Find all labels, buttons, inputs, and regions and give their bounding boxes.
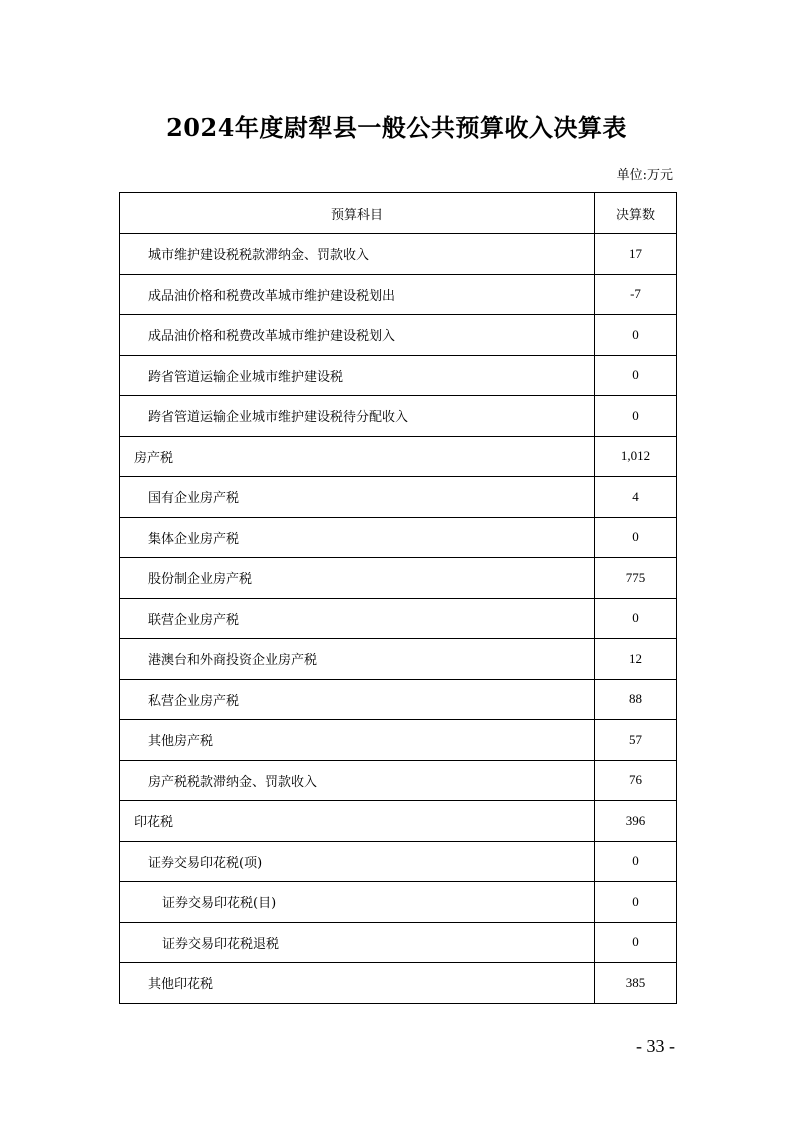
row-amount: 17 bbox=[595, 234, 677, 275]
row-name: 跨省管道运输企业城市维护建设税 bbox=[120, 355, 595, 396]
header-item: 预算科目 bbox=[120, 193, 595, 234]
table-row bbox=[120, 396, 677, 437]
row-name: 证券交易印花税退税 bbox=[120, 922, 595, 963]
table-row bbox=[120, 558, 677, 599]
row-amount: 775 bbox=[595, 558, 677, 599]
table-row bbox=[120, 477, 677, 518]
table-row bbox=[120, 639, 677, 680]
table-row bbox=[120, 274, 677, 315]
row-name: 联营企业房产税 bbox=[120, 598, 595, 639]
table-row bbox=[120, 963, 677, 1004]
table-row bbox=[120, 234, 677, 275]
row-amount: 0 bbox=[595, 315, 677, 356]
row-amount: 0 bbox=[595, 841, 677, 882]
page-number: - 33 - bbox=[636, 1036, 675, 1056]
row-name: 城市维护建设税税款滞纳金、罚款收入 bbox=[120, 234, 595, 275]
page-title: 2024年度尉犁县一般公共预算收入决算表 bbox=[166, 113, 627, 142]
row-name: 印花税 bbox=[120, 801, 595, 842]
row-amount: 88 bbox=[595, 679, 677, 720]
table-row bbox=[120, 720, 677, 761]
row-name: 证券交易印花税(目) bbox=[120, 882, 595, 923]
row-amount: 76 bbox=[595, 760, 677, 801]
table-row bbox=[120, 760, 677, 801]
header-amount: 决算数 bbox=[595, 193, 677, 234]
row-name: 成品油价格和税费改革城市维护建设税划出 bbox=[120, 274, 595, 315]
row-amount: 0 bbox=[595, 922, 677, 963]
row-amount: 1,012 bbox=[595, 436, 677, 477]
unit-label: 单位:万元 bbox=[616, 168, 673, 183]
row-amount: 12 bbox=[595, 639, 677, 680]
table-header-row bbox=[120, 193, 677, 234]
row-name: 房产税税款滞纳金、罚款收入 bbox=[120, 760, 595, 801]
row-amount: 57 bbox=[595, 720, 677, 761]
table-row bbox=[120, 922, 677, 963]
table-row bbox=[120, 882, 677, 923]
table-row bbox=[120, 679, 677, 720]
row-name: 成品油价格和税费改革城市维护建设税划入 bbox=[120, 315, 595, 356]
row-name: 跨省管道运输企业城市维护建设税待分配收入 bbox=[120, 396, 595, 437]
table-row bbox=[120, 436, 677, 477]
table-row bbox=[120, 517, 677, 558]
budget-table bbox=[119, 192, 677, 1004]
row-amount: 396 bbox=[595, 801, 677, 842]
table-row bbox=[120, 801, 677, 842]
row-name: 其他房产税 bbox=[120, 720, 595, 761]
row-name: 集体企业房产税 bbox=[120, 517, 595, 558]
row-amount: 0 bbox=[595, 598, 677, 639]
row-name: 港澳台和外商投资企业房产税 bbox=[120, 639, 595, 680]
row-amount: 0 bbox=[595, 517, 677, 558]
row-name: 股份制企业房产税 bbox=[120, 558, 595, 599]
row-name: 其他印花税 bbox=[120, 963, 595, 1004]
table-row bbox=[120, 841, 677, 882]
row-amount: 0 bbox=[595, 396, 677, 437]
row-amount: 4 bbox=[595, 477, 677, 518]
row-name: 国有企业房产税 bbox=[120, 477, 595, 518]
row-name: 证券交易印花税(项) bbox=[120, 841, 595, 882]
row-amount: 0 bbox=[595, 882, 677, 923]
row-amount: 0 bbox=[595, 355, 677, 396]
row-name: 房产税 bbox=[120, 436, 595, 477]
table-row bbox=[120, 598, 677, 639]
row-name: 私营企业房产税 bbox=[120, 679, 595, 720]
table-row bbox=[120, 355, 677, 396]
row-amount: -7 bbox=[595, 274, 677, 315]
row-amount: 385 bbox=[595, 963, 677, 1004]
table-row bbox=[120, 315, 677, 356]
